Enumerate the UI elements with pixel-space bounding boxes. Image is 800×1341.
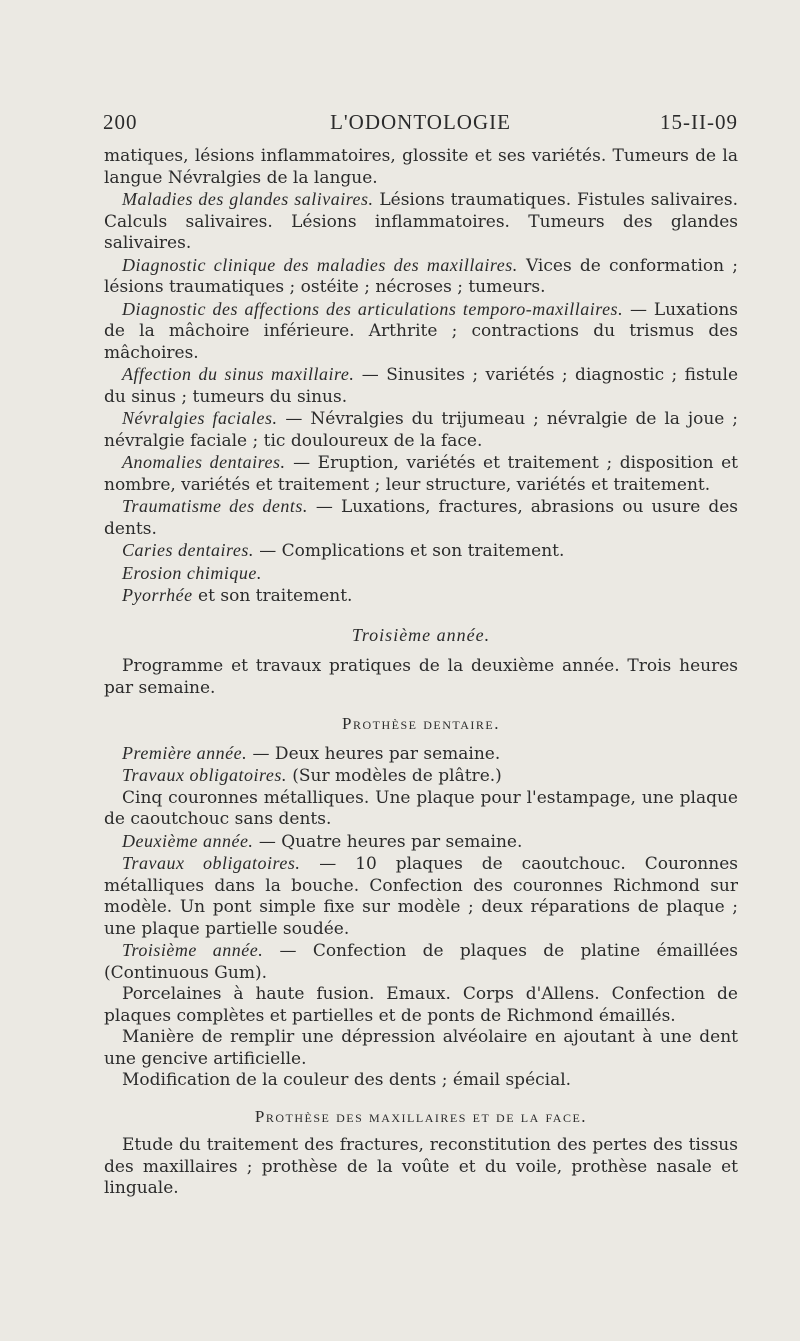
section-diagnostic-clinique bbox=[104, 255, 738, 299]
heading-prothese-maxillaires: Prothèse des maxillaires et de la face. bbox=[254, 1106, 588, 1126]
section-label: Traumatisme des dents. bbox=[122, 496, 308, 516]
section-sinus bbox=[104, 364, 738, 408]
section-text: — Eruption, variétés et traitement ; disposition et nombre, variétés et traitement ; leur structure, variétés et traitement. bbox=[104, 453, 739, 495]
section-text: (Sur modèles de plâtre.) bbox=[286, 766, 502, 786]
section-label: Maladies des glandes salivaires. bbox=[122, 189, 374, 209]
section-erosion bbox=[104, 563, 738, 586]
section-text: — Complications et son traitement. bbox=[253, 541, 565, 561]
section-label: Deuxième année. bbox=[122, 830, 254, 851]
section-label: Travaux obligatoires. bbox=[122, 765, 287, 785]
page-body bbox=[104, 146, 738, 1200]
section-label: Erosion chimique. bbox=[122, 562, 262, 583]
section-premiere-annee bbox=[104, 743, 738, 766]
section-label: Névralgies faciales. bbox=[122, 408, 278, 428]
section-anomalies bbox=[104, 452, 738, 496]
section-caries bbox=[104, 540, 738, 563]
paragraph: Etude du traitement des fractures, reconstitution des pertes des tissus des maxillaires ; prothèse de la voûte et du voile, prothèse nasale et linguale. bbox=[104, 1135, 738, 1198]
paragraph-text: matiques, lésions inflammatoires, glossite et ses variétés. Tumeurs de la langue Névralgies de la langue. bbox=[104, 146, 738, 188]
section-deuxieme-annee bbox=[104, 831, 738, 854]
paragraph: Porcelaines à haute fusion. Emaux. Corps d'Allens. Confection de plaques complètes et partielles et de ponts de Richmond émaillés. bbox=[104, 984, 738, 1026]
section-text: Lésions traumatiques. Fistules salivaires. Calculs salivaires. Lésions inflammatoires. Tumeurs des glandes salivaires. bbox=[104, 190, 738, 253]
section-label: Travaux obligatoires. bbox=[122, 853, 301, 873]
heading-prothese-dentaire: Prothèse dentaire. bbox=[342, 714, 500, 733]
issue-date: 15-II-09 bbox=[660, 110, 738, 134]
section-label: Diagnostic des affections des articulations temporo-maxillaires. bbox=[122, 298, 624, 319]
paragraph: Cinq couronnes métalliques. Une plaque pour l'estampage, une plaque de caoutchouc sans dents. bbox=[104, 787, 738, 829]
section-label: Affection du sinus maxillaire. bbox=[122, 364, 355, 384]
section-label: Caries dentaires. bbox=[122, 540, 254, 560]
section-label: Diagnostic clinique des maladies des maxillaires. bbox=[122, 254, 518, 275]
paragraph bbox=[104, 146, 738, 189]
section-text: — Confection de plaques de platine émaillées (Continuous Gum). bbox=[104, 941, 738, 983]
section-text: — Sinusites ; variétés ; diagnostic ; fistule du sinus ; tumeurs du sinus. bbox=[104, 365, 738, 407]
section-text: — Névralgies du trijumeau ; névralgie de la joue ; névralgie faciale ; tic douloureux de la face. bbox=[104, 409, 738, 451]
running-header bbox=[103, 110, 738, 140]
section-label: Première année. bbox=[122, 742, 248, 763]
section-label: Troisième année. bbox=[122, 940, 264, 960]
section-text: — Luxations de la mâchoire inférieure. Arthrite ; contractions du trismus des mâchoires. bbox=[104, 299, 739, 363]
section-travaux-obligatoires bbox=[104, 853, 738, 940]
section-text: Vices de conformation ; lésions traumatiques ; ostéite ; nécroses ; tumeurs. bbox=[104, 255, 738, 297]
journal-title: L'ODONTOLOGIE bbox=[330, 110, 511, 134]
section-pyorrhee bbox=[104, 585, 738, 608]
section-text: — Quatre heures par semaine. bbox=[253, 831, 523, 852]
section-label: Pyorrhée bbox=[122, 585, 193, 605]
section-maladies-glandes bbox=[104, 189, 738, 255]
heading-troisieme-annee: Troisième année. bbox=[351, 624, 491, 645]
paragraph: Programme et travaux pratiques de la deuxième année. Trois heures par semaine. bbox=[104, 656, 738, 698]
section-text: — Deux heures par semaine. bbox=[247, 743, 501, 764]
section-troisieme-annee bbox=[104, 940, 738, 984]
section-text: — Luxations, fractures, abrasions ou usure des dents. bbox=[104, 497, 738, 539]
section-text: — 10 plaques de caoutchouc. Couronnes métalliques dans la bouche. Confection des couronnes Richmond sur modèle. Un pont simple fixe sur modèle ; deux réparations de plaque ; une plaque partielle soudée. bbox=[104, 854, 738, 939]
section-text: et son traitement. bbox=[192, 586, 353, 606]
section-travaux-obligatoires bbox=[104, 765, 738, 788]
section-diagnostic-articulations bbox=[104, 299, 738, 365]
page-number: 200 bbox=[103, 110, 138, 134]
paragraph: Manière de remplir une dépression alvéolaire en ajoutant à une dent une gencive artificielle. bbox=[104, 1027, 738, 1069]
section-nevralgies bbox=[104, 408, 738, 452]
paragraph: Modification de la couleur des dents ; émail spécial. bbox=[122, 1070, 572, 1090]
section-label: Anomalies dentaires. bbox=[122, 452, 286, 472]
section-traumatisme bbox=[104, 496, 738, 540]
